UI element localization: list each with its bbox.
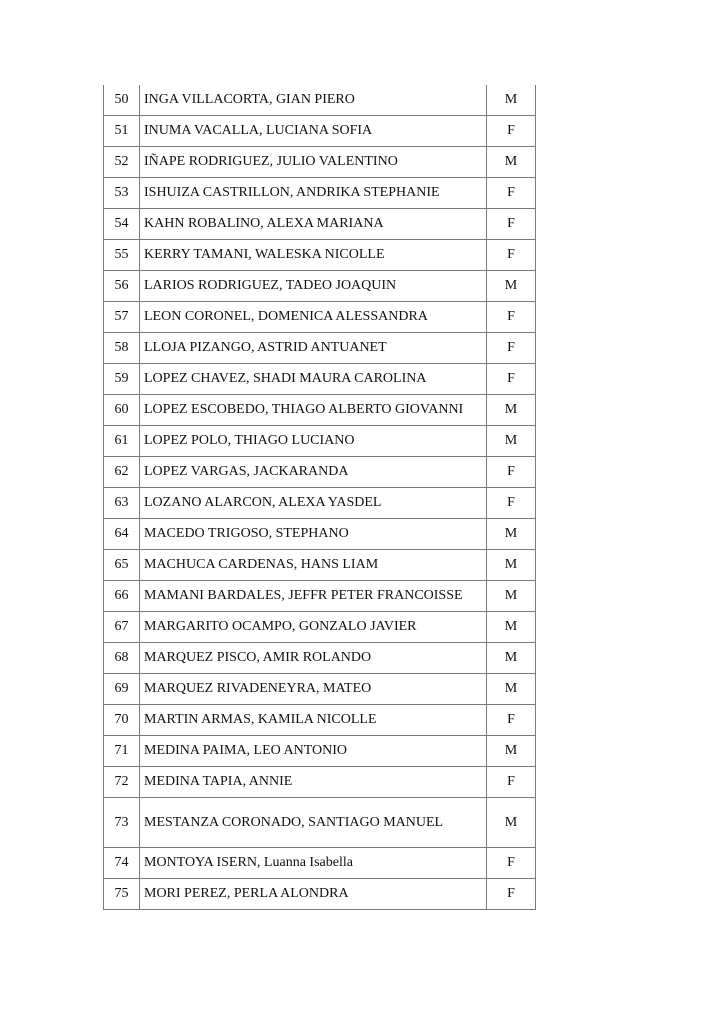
table-row [104, 240, 536, 271]
table-row [104, 612, 536, 643]
student-name: LOPEZ CHAVEZ, SHADI MAURA CAROLINA [140, 364, 487, 395]
student-name: MARTIN ARMAS, KAMILA NICOLLE [140, 705, 487, 736]
table-row [104, 395, 536, 426]
table-row [104, 209, 536, 240]
student-name: MONTOYA ISERN, Luanna Isabella [140, 848, 487, 879]
row-number: 57 [104, 302, 140, 333]
table-row [104, 426, 536, 457]
student-name: MEDINA PAIMA, LEO ANTONIO [140, 736, 487, 767]
student-name: LEON CORONEL, DOMENICA ALESSANDRA [140, 302, 487, 333]
student-name: IÑAPE RODRIGUEZ, JULIO VALENTINO [140, 147, 487, 178]
student-sex: F [487, 209, 536, 240]
student-name: LARIOS RODRIGUEZ, TADEO JOAQUIN [140, 271, 487, 302]
student-sex: M [487, 426, 536, 457]
table-row [104, 519, 536, 550]
row-number: 60 [104, 395, 140, 426]
student-name: LOZANO ALARCON, ALEXA YASDEL [140, 488, 487, 519]
student-sex: M [487, 612, 536, 643]
row-number: 58 [104, 333, 140, 364]
table-row [104, 798, 536, 848]
student-sex: F [487, 364, 536, 395]
student-sex: F [487, 848, 536, 879]
table-row [104, 705, 536, 736]
table-row [104, 643, 536, 674]
table-row [104, 178, 536, 209]
table-row [104, 674, 536, 705]
student-sex: M [487, 674, 536, 705]
row-number: 61 [104, 426, 140, 457]
table-row [104, 581, 536, 612]
row-number: 68 [104, 643, 140, 674]
student-sex: F [487, 879, 536, 910]
table-row [104, 333, 536, 364]
student-sex: F [487, 178, 536, 209]
table-row [104, 116, 536, 147]
student-name: MEDINA TAPIA, ANNIE [140, 767, 487, 798]
student-name: LLOJA PIZANGO, ASTRID ANTUANET [140, 333, 487, 364]
table-row [104, 364, 536, 395]
student-sex: F [487, 488, 536, 519]
row-number: 63 [104, 488, 140, 519]
table-row [104, 488, 536, 519]
student-sex: M [487, 519, 536, 550]
table-row [104, 302, 536, 333]
student-name: INGA VILLACORTA, GIAN PIERO [140, 85, 487, 116]
student-sex: F [487, 302, 536, 333]
student-name: ISHUIZA CASTRILLON, ANDRIKA STEPHANIE [140, 178, 487, 209]
student-sex: F [487, 705, 536, 736]
row-number: 55 [104, 240, 140, 271]
table-row [104, 85, 536, 116]
row-number: 75 [104, 879, 140, 910]
student-sex: M [487, 395, 536, 426]
roster-body [104, 85, 536, 910]
row-number: 73 [104, 798, 140, 848]
table-row [104, 879, 536, 910]
student-name: MARQUEZ PISCO, AMIR ROLANDO [140, 643, 487, 674]
student-sex: M [487, 147, 536, 178]
student-sex: M [487, 550, 536, 581]
row-number: 71 [104, 736, 140, 767]
student-name: MARGARITO OCAMPO, GONZALO JAVIER [140, 612, 487, 643]
student-sex: M [487, 798, 536, 848]
student-sex: M [487, 85, 536, 116]
student-sex: F [487, 116, 536, 147]
table-row [104, 736, 536, 767]
student-roster-table [103, 85, 536, 910]
row-number: 62 [104, 457, 140, 488]
table-row [104, 848, 536, 879]
student-name: MAMANI BARDALES, JEFFR PETER FRANCOISSE [140, 581, 487, 612]
student-name: MACHUCA CARDENAS, HANS LIAM [140, 550, 487, 581]
student-name: LOPEZ ESCOBEDO, THIAGO ALBERTO GIOVANNI [140, 395, 487, 426]
student-sex: M [487, 643, 536, 674]
table-row [104, 271, 536, 302]
student-sex: M [487, 581, 536, 612]
row-number: 74 [104, 848, 140, 879]
student-sex: F [487, 457, 536, 488]
student-name: MORI PEREZ, PERLA ALONDRA [140, 879, 487, 910]
row-number: 64 [104, 519, 140, 550]
row-number: 67 [104, 612, 140, 643]
row-number: 51 [104, 116, 140, 147]
row-number: 72 [104, 767, 140, 798]
student-name: LOPEZ POLO, THIAGO LUCIANO [140, 426, 487, 457]
student-name: KAHN ROBALINO, ALEXA MARIANA [140, 209, 487, 240]
student-name: MACEDO TRIGOSO, STEPHANO [140, 519, 487, 550]
row-number: 66 [104, 581, 140, 612]
student-name: MARQUEZ RIVADENEYRA, MATEO [140, 674, 487, 705]
row-number: 54 [104, 209, 140, 240]
student-sex: M [487, 271, 536, 302]
student-name: KERRY TAMANI, WALESKA NICOLLE [140, 240, 487, 271]
row-number: 53 [104, 178, 140, 209]
student-sex: F [487, 333, 536, 364]
table-row [104, 457, 536, 488]
row-number: 50 [104, 85, 140, 116]
student-name: MESTANZA CORONADO, SANTIAGO MANUEL [140, 798, 487, 848]
student-sex: M [487, 736, 536, 767]
table-row [104, 767, 536, 798]
row-number: 56 [104, 271, 140, 302]
student-sex: F [487, 767, 536, 798]
student-sex: F [487, 240, 536, 271]
row-number: 69 [104, 674, 140, 705]
table-row [104, 550, 536, 581]
table-row [104, 147, 536, 178]
student-name: INUMA VACALLA, LUCIANA SOFIA [140, 116, 487, 147]
row-number: 59 [104, 364, 140, 395]
row-number: 70 [104, 705, 140, 736]
student-name: LOPEZ VARGAS, JACKARANDA [140, 457, 487, 488]
row-number: 52 [104, 147, 140, 178]
row-number: 65 [104, 550, 140, 581]
